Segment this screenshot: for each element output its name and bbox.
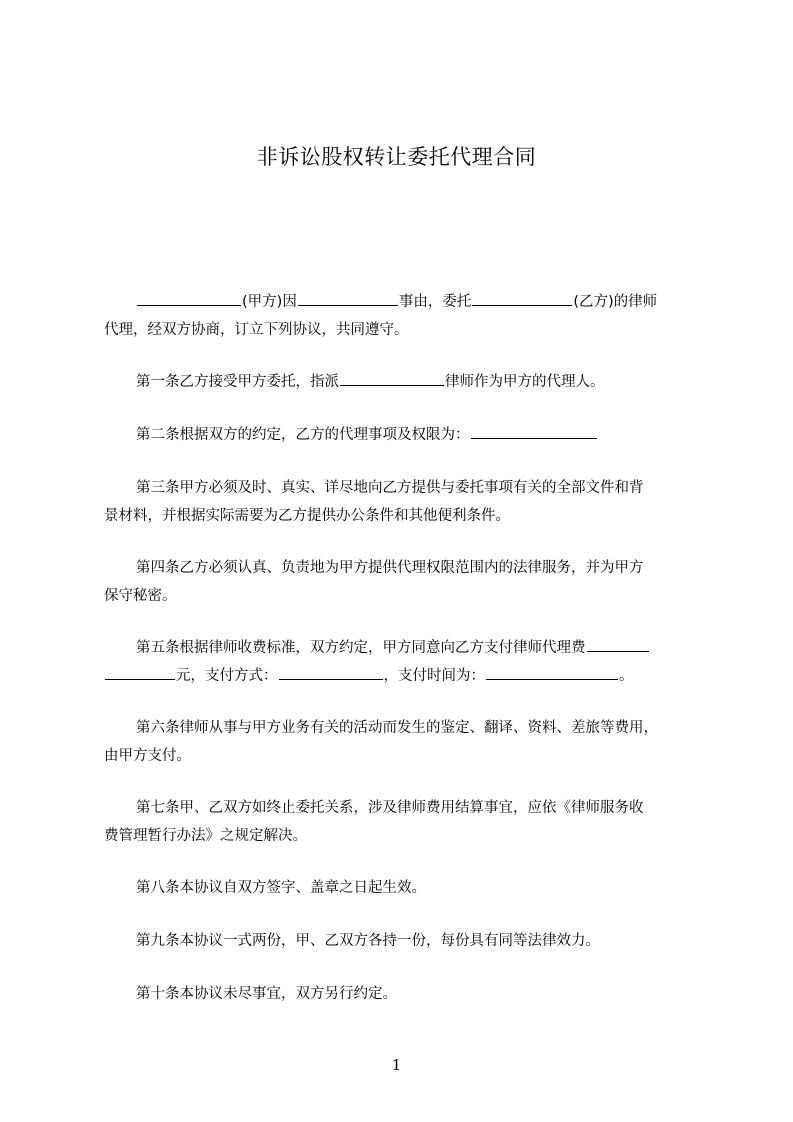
article-7-line-1: 第七条甲、乙双方如终止委托关系，涉及律师费用结算事宜，应依《律师服务收 xyxy=(136,800,644,816)
article-3-line-2: 景材料，并根据实际需要为乙方提供办公条件和其他便利条件。 xyxy=(104,508,510,524)
article-7-line-2: 费管理暂行办法》之规定解决。 xyxy=(104,828,307,844)
article-6 xyxy=(104,714,704,770)
preamble-text-1: (甲方)因 xyxy=(242,294,297,310)
page-number: 1 xyxy=(391,1056,402,1074)
article-3 xyxy=(104,474,704,530)
article-8-line: 第八条本协议自双方签字、盖章之日起生效。 xyxy=(136,880,426,896)
article-1-text-before: 第一条乙方接受甲方委托，指派 xyxy=(136,374,339,390)
preamble-text-3: (乙方)的律师 xyxy=(573,294,658,310)
article-5-end-text: 。 xyxy=(619,668,634,684)
article-1-text-after: 律师作为甲方的代理人。 xyxy=(445,374,605,390)
party-a-blank[interactable] xyxy=(137,290,241,306)
payment-method-blank[interactable] xyxy=(279,664,383,680)
article-2-text: 第二条根据双方的约定，乙方的代理事项及权限为： xyxy=(136,427,470,443)
article-2-line xyxy=(104,421,704,449)
preamble-line-2: 代理，经双方协商，订立下列协议，共同遵守。 xyxy=(104,322,409,338)
article-10 xyxy=(104,980,704,1008)
article-5-line-2 xyxy=(104,662,704,690)
party-b-blank[interactable] xyxy=(472,290,572,306)
article-1 xyxy=(104,368,704,396)
fee-amount-blank-2[interactable] xyxy=(105,664,175,680)
article-10-line: 第十条本协议未尽事宜，双方另行约定。 xyxy=(136,986,397,1002)
authority-scope-blank[interactable] xyxy=(471,423,597,439)
article-5 xyxy=(104,634,704,690)
article-3-line-1: 第三条甲方必须及时、真实、详尽地向乙方提供与委托事项有关的全部文件和背 xyxy=(136,480,644,496)
article-4-line-1: 第四条乙方必须认真、负责地为甲方提供代理权限范围内的法律服务，并为甲方 xyxy=(136,560,644,576)
article-5-unit-text: 元，支付方式： xyxy=(176,668,278,684)
article-8 xyxy=(104,874,704,902)
article-5-time-text: ，支付时间为： xyxy=(383,668,485,684)
article-9-line: 第九条本协议一式两份，甲、乙双方各持一份，每份具有同等法律效力。 xyxy=(136,933,600,949)
article-6-line-2: 由甲方支付。 xyxy=(104,748,191,764)
preamble-text-2: 事由，委托 xyxy=(398,294,472,310)
article-7 xyxy=(104,794,704,850)
document-title: 非诉讼股权转让委托代理合同 xyxy=(256,145,537,169)
article-5-line-1 xyxy=(104,634,704,662)
matter-blank[interactable] xyxy=(298,290,398,306)
article-9 xyxy=(104,927,704,955)
article-4-line-2: 保守秘密。 xyxy=(104,588,177,604)
article-2 xyxy=(104,421,704,449)
article-5-text: 第五条根据律师收费标准，双方约定，甲方同意向乙方支付律师代理费 xyxy=(136,640,586,656)
lawyer-name-blank[interactable] xyxy=(340,370,444,386)
payment-time-blank[interactable] xyxy=(486,664,618,680)
fee-amount-blank-1[interactable] xyxy=(587,636,649,652)
article-6-line-1: 第六条律师从事与甲方业务有关的活动而发生的鉴定、翻译、资料、差旅等费用， xyxy=(136,720,658,736)
preamble-paragraph xyxy=(104,288,704,344)
preamble-line-1 xyxy=(104,288,704,316)
article-1-line xyxy=(104,368,704,396)
article-4 xyxy=(104,554,704,610)
